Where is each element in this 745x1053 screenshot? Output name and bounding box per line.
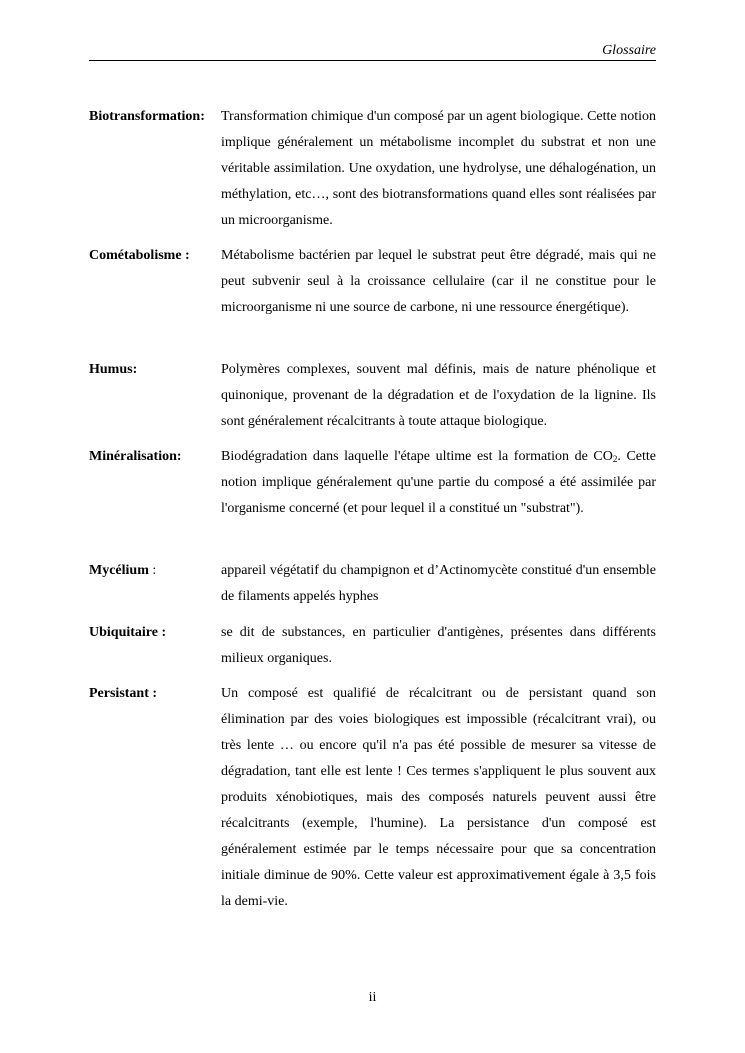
glossary-term	[89, 558, 219, 584]
glossary-entry-cometabolisme	[89, 243, 656, 321]
glossary-term: Ubiquitaire :	[89, 625, 167, 640]
term-suffix: :	[148, 563, 157, 578]
glossary-entry-biotransformation	[89, 104, 656, 234]
glossary-term: Persistant :	[89, 686, 158, 701]
glossary-term: Humus:	[89, 362, 138, 377]
glossary-term: Biotransformation:	[89, 109, 205, 124]
glossary-entry-mycelium	[89, 558, 656, 610]
glossary-definition: Polymères complexes, souvent mal définis, mais de nature phénolique et quinonique, provenant de la dégradation et de l'oxydation de la lignine. Ils sont généralement récalcitrants à toute attaque biologique.	[221, 362, 656, 429]
glossary-entry-mineralisation	[89, 444, 656, 522]
glossary-entry-persistant	[89, 681, 656, 915]
term-text: Mycélium	[89, 563, 149, 578]
subscript: 2	[612, 454, 618, 464]
glossary-definition: appareil végétatif du champignon et d’Actinomycète constitué d'un ensemble de filaments appelés hyphes	[221, 563, 656, 604]
glossary-definition	[221, 444, 656, 522]
glossary-term: Cométabolisme :	[89, 248, 190, 263]
header-title: Glossaire	[602, 43, 656, 58]
glossary-entry-humus	[89, 357, 656, 435]
definition-text: Biodégradation dans laquelle l'étape ultime est la formation de CO	[221, 449, 613, 464]
glossary-term: Minéralisation:	[89, 449, 182, 464]
glossary-definition: Transformation chimique d'un composé par un agent biologique. Cette notion implique généralement un métabolisme incomplet du substrat et non une véritable assimilation. Une oxydation, une hydrolyse, une déhalogénation, un méthylation, etc…, sont des biotransformations quand elles sont réalisées par un microorganisme.	[221, 109, 656, 228]
glossary-entry-ubiquitaire	[89, 620, 656, 672]
definition-text: . Cette notion implique généralement qu'une partie du composé a été assimilée par l'organisme concerné (et pour lequel il a constitué un "substrat").	[221, 449, 656, 516]
glossary-definition: Métabolisme bactérien par lequel le substrat peut être dégradé, mais qui ne peut subvenir seul à la croissance cellulaire (car il ne constitue pour le microorganisme ni une source de carbone, ni une ressource énergétique).	[221, 248, 656, 315]
glossary-definition: Un composé est qualifié de récalcitrant ou de persistant quand son élimination par des voies biologiques est impossible (récalcitrant vrai), ou très lente … ou encore qu'il n'a pas été possible de mesurer sa vitesse de dégradation, tant elle est lente ! Ces termes s'appliquent le plus souvent aux produits xénobiotiques, mais des composés naturels peuvent aussi être récalcitrants (exemple, l'humine). La persistance d'un composé est généralement estimée par le temps nécessaire pour que sa concentration initiale diminue de 90%. Cette valeur est approximativement égale à 3,5 fois la demi-vie.	[221, 686, 656, 909]
page-number: ii	[368, 990, 377, 1005]
running-header	[89, 42, 656, 61]
glossary-definition: se dit de substances, en particulier d'antigènes, présentes dans différents milieux organiques.	[221, 625, 656, 666]
